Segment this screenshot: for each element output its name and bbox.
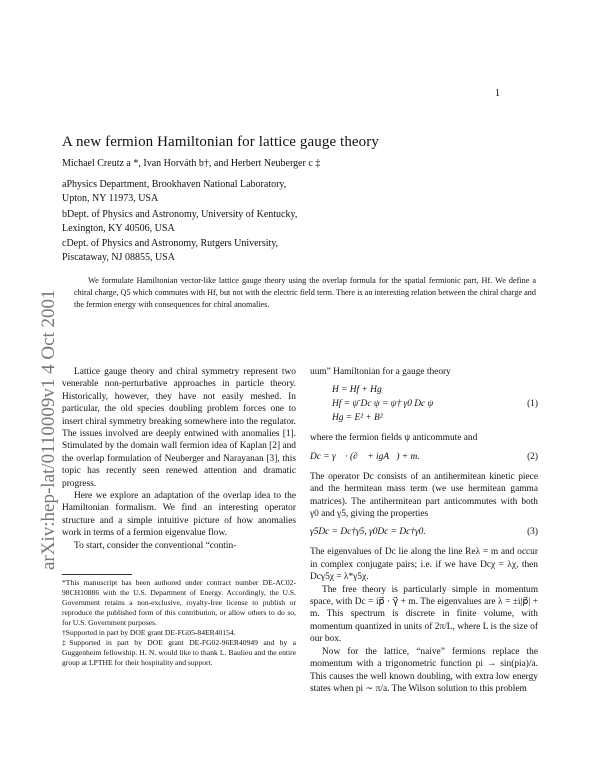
equation-number: (2): [527, 451, 538, 462]
affiliation-line: Piscataway, NJ 08855, USA: [62, 251, 175, 263]
footnotes: [62, 578, 296, 668]
equation-text: γ5Dc = Dc†γ5, γ0Dc = Dc†γ0.: [310, 527, 426, 538]
affiliation-line: Lexington, KY 40506, USA: [62, 222, 175, 234]
equation-line: [310, 451, 538, 465]
abstract: We formulate Hamiltonian vector-like lattice gauge theory using the overlap formula for the spatial fermionic part, Hf. We define a chiral charge, Q5 which commutes with Hf, but not with the electric field term. There is an interesting relation between the chiral charge and the fermion energy with consequences for chiral anomalies.: [74, 276, 536, 309]
affiliation-b: [62, 208, 297, 235]
equation-line: H = Hf + Hg: [332, 385, 382, 396]
affiliation-line: aPhysics Department, Brookhaven National Laboratory,: [62, 179, 287, 190]
page-number: 1: [495, 88, 500, 99]
affiliation-line: cDept. of Physics and Astronomy, Rutgers University,: [62, 238, 279, 249]
equation-text: Hf = ψ̄ Dc ψ = ψ† γ0 Dc ψ: [332, 399, 434, 410]
left-column: [62, 366, 296, 552]
body-paragraph: The operator Dc consists of an antihermitean kinetic piece and the hermitean mass term (we use hermitean gamma matrices). The antihermitean part anticommutes with both γ0 and γ5, giving the properties: [310, 471, 538, 520]
right-column: [310, 366, 538, 695]
equation-line: Hg = E² + B²: [332, 413, 383, 424]
affiliation-c: [62, 237, 278, 264]
affiliation-line: bDept. of Physics and Astronomy, University of Kentucky,: [62, 209, 298, 220]
equation-line: [310, 398, 538, 412]
equation-number: (3): [527, 527, 538, 538]
equation-2: [310, 451, 538, 465]
body-paragraph: Here we explore an adaptation of the overlap idea to the Hamiltonian formalism. We find an interesting operator structure and a simple intuitive picture of how anomalies work in terms of a fermion eigenvalue flow.: [62, 491, 296, 539]
footnote: *This manuscript has been authored under contract number DE-AC02-98CH10886 with the U.S. Department of Energy. Accordingly, the U.S. Government retains a non-exclusive, royalty-free license to publish or reproduce the published form of this contribution, or allow others to do so, for U.S. Government purposes.: [62, 578, 296, 627]
body-paragraph: To start, consider the conventional “contin-: [74, 540, 237, 551]
body-paragraph: where the fermion fields ψ anticommute and: [310, 433, 478, 444]
body-paragraph: Lattice gauge theory and chiral symmetry represent two venerable non-perturbative approaches in particle theory. Historically, however, they have not easily meshed. In particular, the old species doubling problem forces one to insert chiral symmetry breaking somewhere into the regulator. The issues involved are deeply entwined with anomalies [1]. Stimulated by the domain wall fermion idea of Kaplan [2] and the overlap formulation of Neuberger and Narayanan [3], this topic has recently seen renewed attention and dramatic progress.: [62, 367, 296, 489]
body-paragraph: The eigenvalues of Dc lie along the line Reλ = m and occur in complex conjugate pairs; i.e. if we have Dcχ = λχ, then Dcγ5χ = λ*γ5χ.: [310, 547, 538, 583]
footnote-rule: [62, 574, 132, 575]
affiliation-a: [62, 178, 286, 205]
footnote: †Supported in part by DOE grant DE-FG05-84ER40154.: [62, 628, 236, 637]
equation-3: [310, 526, 538, 540]
body-paragraph: uum” Hamiltonian for a gauge theory: [310, 367, 451, 377]
arxiv-identifier-text: arXiv:hep-lat/0110009v1 4 Oct 2001: [38, 289, 59, 570]
equation-text: Dc = γ⃗ · (∂⃗ + igA⃗) + m.: [310, 451, 420, 462]
equation-line: [310, 526, 538, 540]
paper-title: A new fermion Hamiltonian for lattice gauge theory: [62, 134, 379, 150]
affiliation-line: Upton, NY 11973, USA: [62, 192, 159, 204]
author-list: Michael Creutz a *, Ivan Horváth b†, and Herbert Neuberger c ‡: [62, 158, 321, 169]
equation-number: (1): [527, 399, 538, 410]
footnote: ‡Supported in part by DOE grant DE-FG02-96ER40949 and by a Guggenheim fellowship. H. N. would like to thank L. Baulieu and the entire group at LPTHE for their hospitality and support.: [62, 638, 296, 667]
body-paragraph: The free theory is particularly simple in momentum space, with Dc = ip⃗ · γ⃗ + m. The eigenvalues are λ = ±i|p⃗| + m. This spectrum is discrete in finite volume, with momentum quantized in units of 2π/L, where L is the size of our box.: [310, 584, 538, 645]
body-paragraph: Now for the lattice, “naive” fermions replace the momentum with a trigonometric function pi → sin(pia)/a. This causes the well known doubling, with extra low energy states when pi ∼ π/a. The Wilson solution to this problem: [310, 646, 538, 694]
equation-1: [310, 384, 538, 426]
